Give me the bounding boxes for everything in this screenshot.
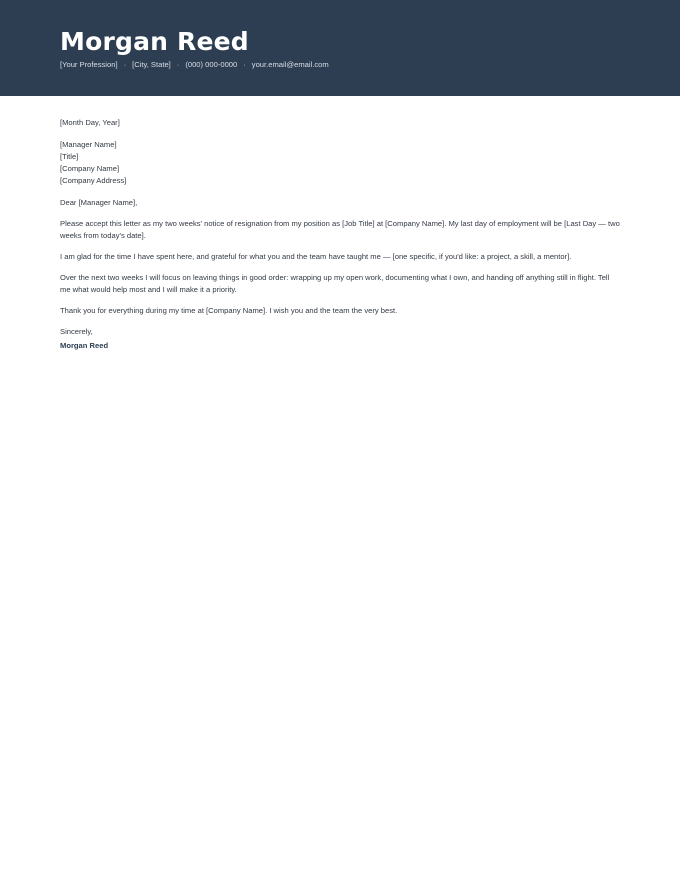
separator: ·: [243, 60, 246, 69]
signature-name: Morgan Reed: [60, 341, 109, 350]
salutation: Dear [Manager Name],: [60, 198, 138, 207]
phone: (000) 000-0000: [185, 60, 238, 69]
email: your.email@email.com: [251, 60, 329, 69]
paragraph: Please accept this letter as my two weeks' notice of resignation from my position as [Job Title] at [Company Name]. My last day of employment will be [Last Day — two weeks from today's date].: [60, 219, 620, 240]
signature-block: [60, 326, 620, 352]
date-block: [60, 117, 620, 129]
location: [City, State]: [132, 60, 171, 69]
separator: ·: [123, 60, 127, 69]
paragraph: I am glad for the time I have spent here, and grateful for what you and the team have taught me — [one specific, if you'd like: a project, a skill, a mentor].: [60, 252, 572, 261]
paragraph: Thank you for everything during my time at [Company Name]. I wish you and the team the very best.: [60, 306, 398, 315]
recipient-company: [Company Name]: [60, 164, 120, 173]
letter-body: [60, 117, 620, 352]
sender-name: Morgan Reed: [60, 27, 249, 56]
recipient-title: [Title]: [60, 152, 79, 161]
letter-date: [Month Day, Year]: [60, 118, 120, 127]
contact-line: [60, 60, 329, 70]
profession: [Your Profession]: [60, 60, 118, 69]
recipient-address: [Company Address]: [60, 176, 127, 185]
recipient-name: [Manager Name]: [60, 140, 117, 149]
recipient-block: [60, 139, 620, 187]
separator: ·: [176, 60, 180, 69]
header-banner: [0, 0, 680, 96]
paragraph: Over the next two weeks I will focus on leaving things in good order: wrapping up my open work, documenting what I own, and handing off anything still in flight. Tell me what would help most and I will make it a priority.: [60, 273, 610, 294]
closing: Sincerely,: [60, 327, 93, 336]
